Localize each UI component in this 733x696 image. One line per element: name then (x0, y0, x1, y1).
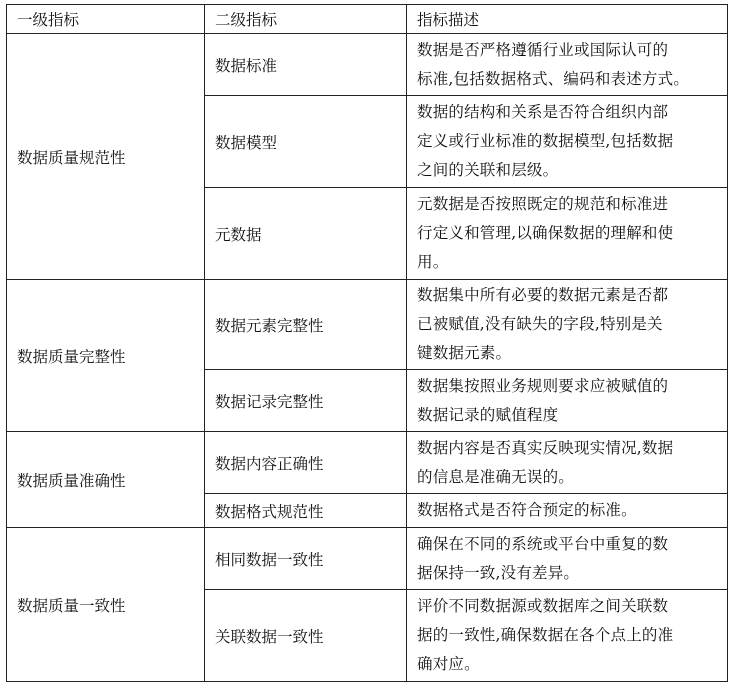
secondary-indicator: 数据标准 (205, 34, 407, 96)
indicator-description (407, 528, 728, 590)
indicator-description (407, 188, 728, 280)
description-line: 的信息是准确无误的。 (417, 467, 575, 486)
description-line: 数据格式是否符合预定的标准。 (417, 501, 637, 519)
secondary-indicator: 数据格式规范性 (205, 494, 407, 528)
indicator-description (407, 34, 728, 96)
indicator-description (407, 432, 728, 494)
header-primary: 一级指标 (7, 5, 205, 34)
primary-indicator: 数据质量一致性 (7, 528, 205, 682)
description-line: 确保在不同的系统或平台中重复的数 (417, 534, 669, 553)
indicator-description (407, 280, 728, 370)
table-row (7, 34, 728, 96)
description-line: 确对应。 (417, 655, 480, 673)
primary-indicator: 数据质量规范性 (7, 34, 205, 280)
secondary-indicator: 数据内容正确性 (205, 432, 407, 494)
description-line: 评价不同数据源或数据库之间关联数 (417, 597, 669, 615)
indicator-description (407, 96, 728, 188)
description-line: 数据的结构和关系是否符合组织内部 (417, 103, 669, 121)
description-line: 数据记录的赋值程度 (417, 405, 559, 424)
description-line: 已被赋值,没有缺失的字段,特别是关 (417, 315, 663, 333)
description-line: 定义或行业标准的数据模型,包括数据 (417, 132, 674, 150)
indicator-description (407, 370, 728, 432)
secondary-indicator: 数据模型 (205, 96, 407, 188)
indicator-description (407, 494, 728, 528)
indicator-description (407, 590, 728, 682)
table-row (7, 280, 728, 370)
description-line: 数据内容是否真实反映现实情况,数据 (417, 438, 674, 457)
header-secondary: 二级指标 (205, 5, 407, 34)
secondary-indicator: 关联数据一致性 (205, 590, 407, 682)
table-row (7, 432, 728, 494)
secondary-indicator: 数据元素完整性 (205, 280, 407, 370)
primary-indicator: 数据质量准确性 (7, 432, 205, 528)
table-row (7, 528, 728, 590)
description-line: 之间的关联和层级。 (417, 161, 559, 179)
indicator-table (6, 4, 728, 682)
secondary-indicator: 数据记录完整性 (205, 370, 407, 432)
header-description: 指标描述 (407, 5, 728, 34)
description-line: 数据集按照业务规则要求应被赋值的 (417, 376, 669, 395)
description-line: 用。 (417, 253, 449, 271)
description-line: 行定义和管理,以确保数据的理解和使 (417, 224, 674, 242)
description-line: 标准,包括数据格式、编码和表述方式。 (417, 69, 690, 88)
description-line: 数据集中所有必要的数据元素是否都 (417, 286, 669, 304)
description-line: 键数据元素。 (417, 344, 512, 362)
primary-indicator: 数据质量完整性 (7, 280, 205, 432)
description-line: 元数据是否按照既定的规范和标准进 (417, 195, 669, 213)
secondary-indicator: 相同数据一致性 (205, 528, 407, 590)
description-line: 据的一致性,确保数据在各个点上的准 (417, 626, 674, 644)
secondary-indicator: 元数据 (205, 188, 407, 280)
description-line: 据保持一致,没有差异。 (417, 563, 580, 582)
description-line: 数据是否严格遵循行业或国际认可的 (417, 40, 669, 59)
header-row (7, 5, 728, 34)
